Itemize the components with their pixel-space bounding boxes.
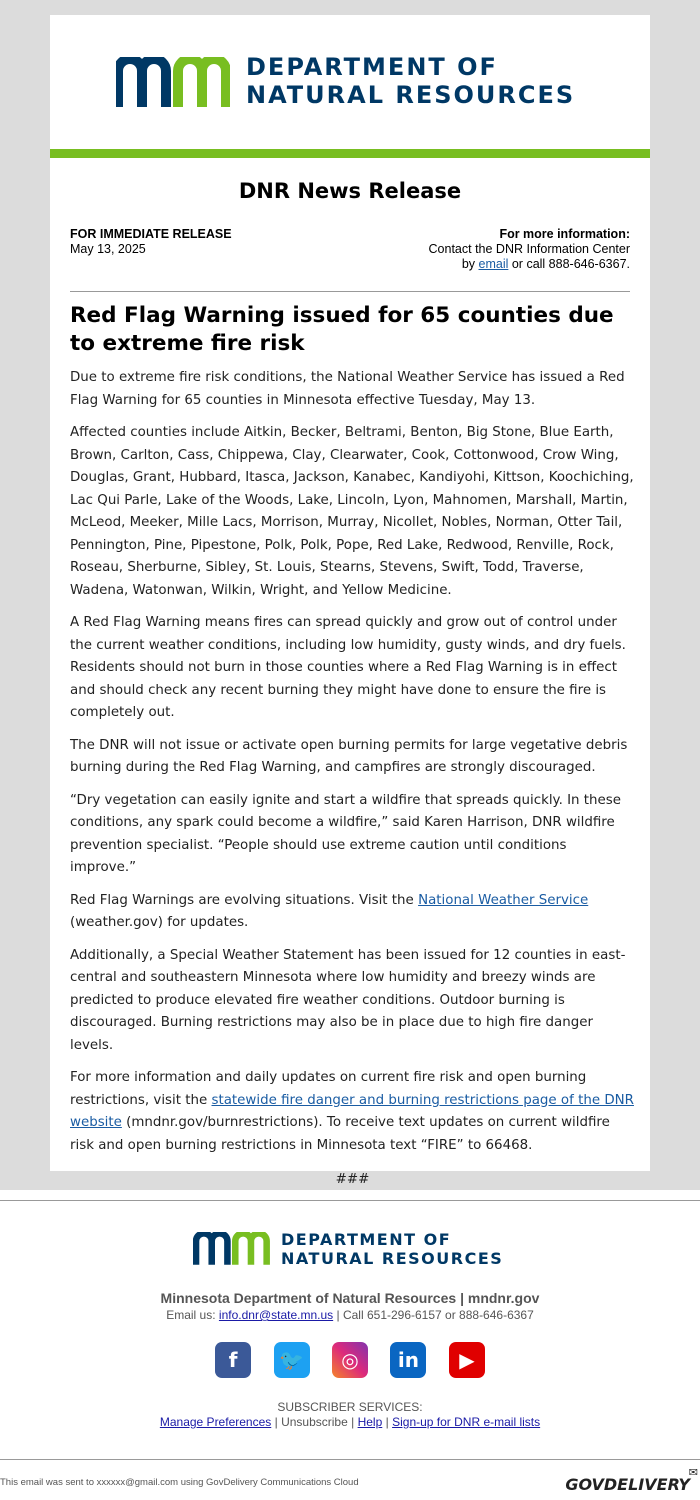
govdelivery-logo: GOVDELIVERY xyxy=(565,1475,690,1494)
footer-logo-line-1: DEPARTMENT OF xyxy=(281,1230,452,1249)
header-divider xyxy=(70,291,630,292)
footer-site: mndnr.gov xyxy=(467,1290,540,1306)
email-card xyxy=(50,15,650,1187)
subscriber-links xyxy=(0,1415,700,1429)
instagram-icon[interactable]: ◎ xyxy=(332,1342,368,1378)
paragraph-definition: A Red Flag Warning means fires can spread quickly and grow out of control under the current weather conditions, including low humidity, gusty winds, and dry fuels. Residents should not burn in those counties where a Red Flag Warning is in effect and should check any recent burning they might have done to ensure the fire is completely out. xyxy=(70,615,626,720)
paragraph-quote: “Dry vegetation can easily ignite and start a wildfire that spreads quickly. In these conditions, any spark could become a wildfire,” said Karen Harrison, DNR wildfire prevention specialist. “People should use extreme caution until conditions improve.” xyxy=(70,792,621,875)
info-center-text: Contact the DNR Information Center xyxy=(428,242,630,256)
burn-restrictions-link[interactable]: statewide fire danger and burning restrictions page of the DNR website xyxy=(70,1092,634,1130)
mn-logo-icon xyxy=(116,57,230,109)
social-icons xyxy=(0,1342,700,1378)
nws-text-pre: Red Flag Warnings are evolving situations. Visit the xyxy=(70,892,414,908)
paragraph-intro: Due to extreme fire risk conditions, the National Weather Service has issued a Red Flag Warning for 65 counties in Minnesota effective Tuesday, May 13. xyxy=(70,370,625,408)
envelope-icon: ✉ xyxy=(688,1467,698,1479)
help-link[interactable]: Help xyxy=(357,1415,383,1429)
article-body xyxy=(70,367,635,1202)
paragraph-nws xyxy=(70,890,635,935)
footer-org-name: Minnesota Department of Natural Resources xyxy=(160,1290,457,1306)
sub-sep-3: | xyxy=(385,1415,389,1429)
paragraph-special-statement: Additionally, a Special Weather Statement has been issued for 12 counties in east-central and southeastern Minnesota where low humidity and breezy winds are predicted to produce elevated fire weather conditions. Outdoor burning is discouraged. Burning restrictions may also be in place due to high fire danger levels. xyxy=(70,947,626,1053)
footer-contact-separator: | xyxy=(336,1308,340,1322)
nws-text-post: (weather.gov) for updates. xyxy=(70,915,249,930)
footer-email-label: Email us: xyxy=(166,1308,216,1322)
release-meta-left xyxy=(70,227,232,257)
footer-separator: | xyxy=(460,1290,464,1306)
article-headline: Red Flag Warning issued for 65 counties due to extreme fire risk xyxy=(70,303,614,356)
subscriber-services-title: SUBSCRIBER SERVICES: xyxy=(277,1400,423,1414)
call-text: or call 888-646-6367. xyxy=(511,257,630,271)
footer-logo-line-2: NATURAL RESOURCES xyxy=(281,1249,504,1268)
dnr-header-logo xyxy=(50,15,650,149)
linkedin-icon[interactable]: in xyxy=(390,1342,426,1378)
footer-logo-wordmark xyxy=(281,1230,503,1268)
footer-contact-line xyxy=(0,1308,700,1322)
paragraph-counties: Affected counties include Aitkin, Becker, Beltrami, Benton, Big Stone, Blue Earth, Brown, Carlton, Cass, Chippewa, Clay, Clearwater, Cook, Cottonwood, Crow Wing, Douglas, Grant, Hubbard, Itasca, Jackson, Kanabec, Kandiyohi, Kittson, Koochiching, Lac Qui Parle, Lake of the Woods, Lake, Lincoln, Lyon, Mahnomen, Marshall, Martin, McLeod, Meeker, Mille Lacs, Morrison, Murray, Nicollet, Nobles, Norman, Otter Tail, Pennington, Pine, Pipestone, Polk, Polk, Pope, Red Lake, Redwood, Renville, Rock, Roseau, Sherburne, Sibley, St. Louis, Stearns, Stevens, Swift, Todd, Traverse, Wadena, Watonwan, Wilkin, Wright, and Yellow Medicine. xyxy=(70,425,634,598)
footer-divider xyxy=(0,1200,700,1201)
logo-wordmark xyxy=(246,53,575,109)
by-text: by xyxy=(461,257,476,271)
nws-link[interactable]: National Weather Service xyxy=(418,892,589,908)
manage-preferences-link[interactable]: Manage Preferences xyxy=(159,1415,272,1429)
paragraph-more-info xyxy=(70,1067,635,1157)
unsubscribe-text[interactable]: Unsubscribe xyxy=(281,1415,348,1429)
youtube-icon[interactable]: ▶ xyxy=(449,1342,485,1378)
logo-line-1: DEPARTMENT OF xyxy=(246,53,498,81)
more-info-text-pre: For more information and daily updates on current fire risk and open burning restrictions, visit the xyxy=(70,1070,587,1108)
email-link[interactable]: email xyxy=(478,257,509,271)
release-meta-right xyxy=(429,227,630,272)
footer-call-text: Call 651-296-6157 or 888-646-6367 xyxy=(342,1308,534,1322)
logo-line-2: NATURAL RESOURCES xyxy=(246,81,576,109)
signup-link[interactable]: Sign-up for DNR e-mail lists xyxy=(392,1415,541,1429)
twitter-icon[interactable]: 🐦 xyxy=(274,1342,310,1378)
more-info-text-post: (mndnr.gov/burnrestrictions). To receive text updates on current wildfire risk and open burning restrictions in Minnesota text “FIRE” to 66468. xyxy=(70,1115,610,1153)
immediate-release-label: FOR IMMEDIATE RELEASE xyxy=(70,227,232,241)
bottom-divider xyxy=(0,1459,700,1460)
more-info-label: For more information: xyxy=(499,227,630,241)
contact-line xyxy=(429,257,630,272)
facebook-icon[interactable]: f xyxy=(215,1342,251,1378)
release-date: May 13, 2025 xyxy=(70,242,146,256)
paragraph-permits: The DNR will not issue or activate open burning permits for large vegetative debris burning during the Red Flag Warning, and campfires are strongly discouraged. xyxy=(70,737,628,775)
green-divider-bar xyxy=(50,149,650,158)
footer-email-link[interactable]: info.dnr@state.mn.us xyxy=(218,1308,334,1322)
footer-org-line xyxy=(0,1290,700,1306)
sent-to-note: This email was sent to xxxxxx@gmail.com using GovDelivery Communications Cloud xyxy=(0,1477,359,1488)
release-title: DNR News Release xyxy=(238,179,462,203)
sub-sep-1: | xyxy=(274,1415,278,1429)
sub-sep-2: | xyxy=(351,1415,355,1429)
end-mark: ### xyxy=(335,1172,370,1187)
footer-mn-logo-icon xyxy=(193,1232,271,1266)
